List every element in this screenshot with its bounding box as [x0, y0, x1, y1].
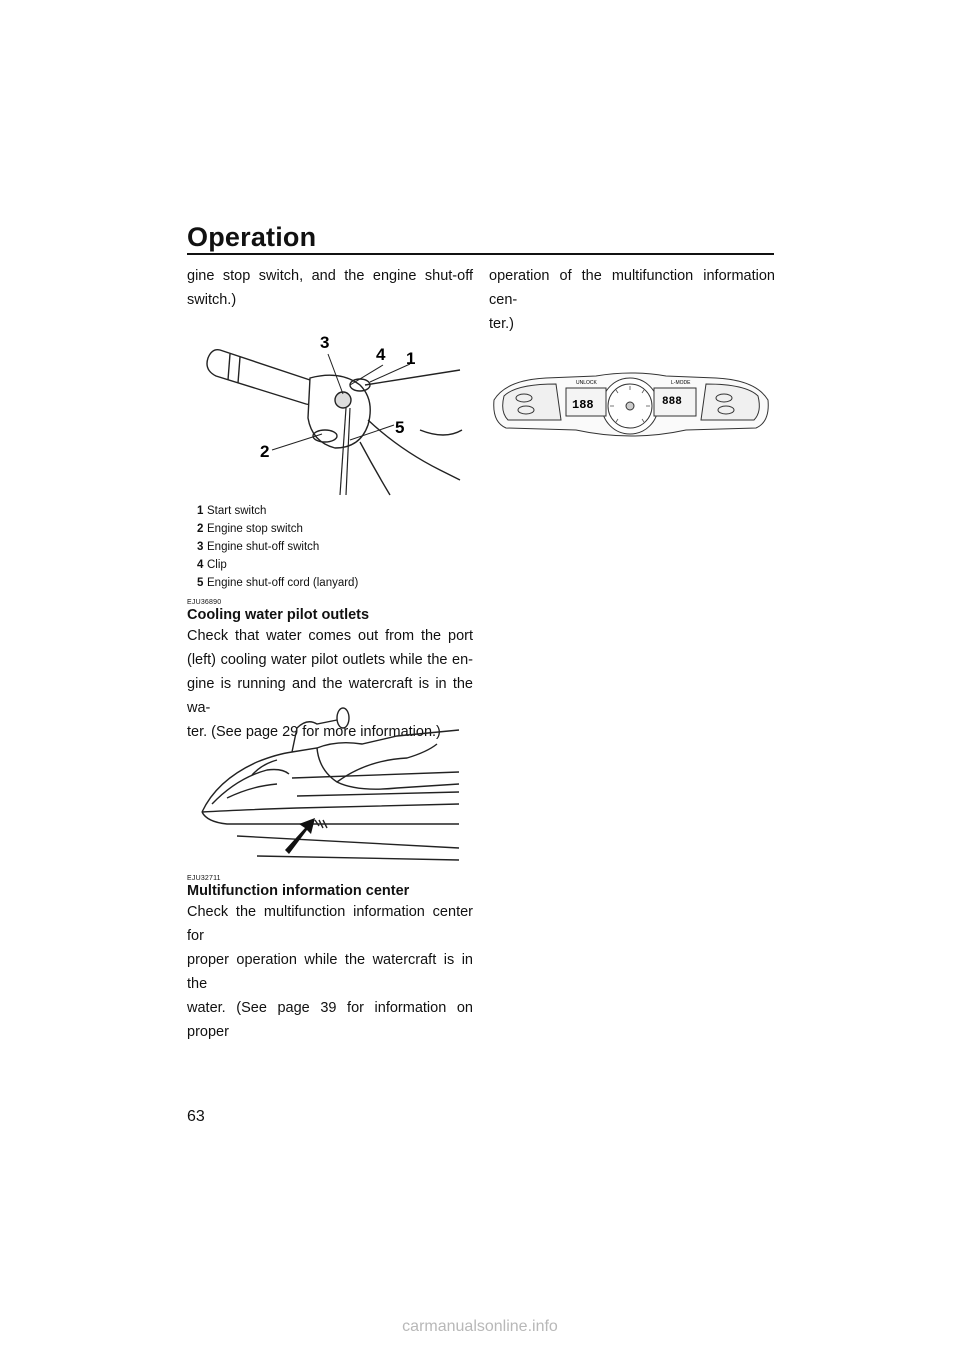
l-mode-label: L-MODE — [671, 380, 691, 386]
page-title: Operation — [187, 222, 317, 252]
intro-line-1: gine stop switch, and the engine shut-off — [187, 268, 473, 284]
unlock-label: UNLOCK — [576, 380, 597, 386]
multifunction-panel-illustration — [486, 370, 776, 445]
legend-item: 2 Engine stop switch — [197, 523, 303, 535]
watercraft-illustration — [197, 700, 462, 865]
body-line: operation of the multifunction information cen- — [489, 268, 775, 308]
body-line: Check the multifunction information center for — [187, 904, 473, 944]
body-line: proper operation while the watercraft is in the — [187, 952, 473, 992]
section-multifunction — [187, 875, 473, 1044]
left-column — [187, 264, 473, 312]
legend-item: 5 Engine shut-off cord (lanyard) — [197, 577, 359, 589]
section-heading: Cooling water pilot outlets — [187, 607, 370, 623]
legend-item: 3 Engine shut-off switch — [197, 541, 320, 553]
body-line: (left) cooling water pilot outlets while the en- — [187, 652, 473, 668]
right-column — [489, 264, 775, 336]
figure-legend — [197, 502, 358, 592]
section-code: EJU36890 — [187, 599, 222, 606]
footer-watermark[interactable]: carmanualsonline.info — [402, 1318, 558, 1335]
legend-item: 4 Clip — [197, 559, 227, 571]
handlebar-switch-illustration — [200, 330, 465, 500]
lcd-speed-digits: 188 — [572, 398, 594, 412]
lcd-right-digits: 888 — [662, 396, 682, 408]
header-rule — [187, 253, 774, 255]
intro-line-2: switch.) — [187, 292, 237, 308]
section-code: EJU32711 — [187, 875, 221, 882]
callout-3: 3 — [320, 333, 330, 352]
callout-5: 5 — [395, 418, 405, 437]
body-line: ter.) — [489, 316, 514, 332]
body-line: Check that water comes out from the port — [187, 628, 473, 644]
callout-2: 2 — [260, 442, 270, 461]
body-line: ter. (See page 29 for more information.) — [187, 724, 441, 740]
legend-item: 1 Start switch — [197, 505, 267, 517]
callout-4: 4 — [376, 345, 386, 364]
body-line: water. (See page 39 for information on proper — [187, 1000, 473, 1040]
section-heading: Multifunction information center — [187, 883, 410, 899]
page-number: 63 — [187, 1108, 205, 1125]
callout-1: 1 — [406, 349, 416, 368]
body-line: gine is running and the watercraft is in the wa- — [187, 676, 473, 716]
